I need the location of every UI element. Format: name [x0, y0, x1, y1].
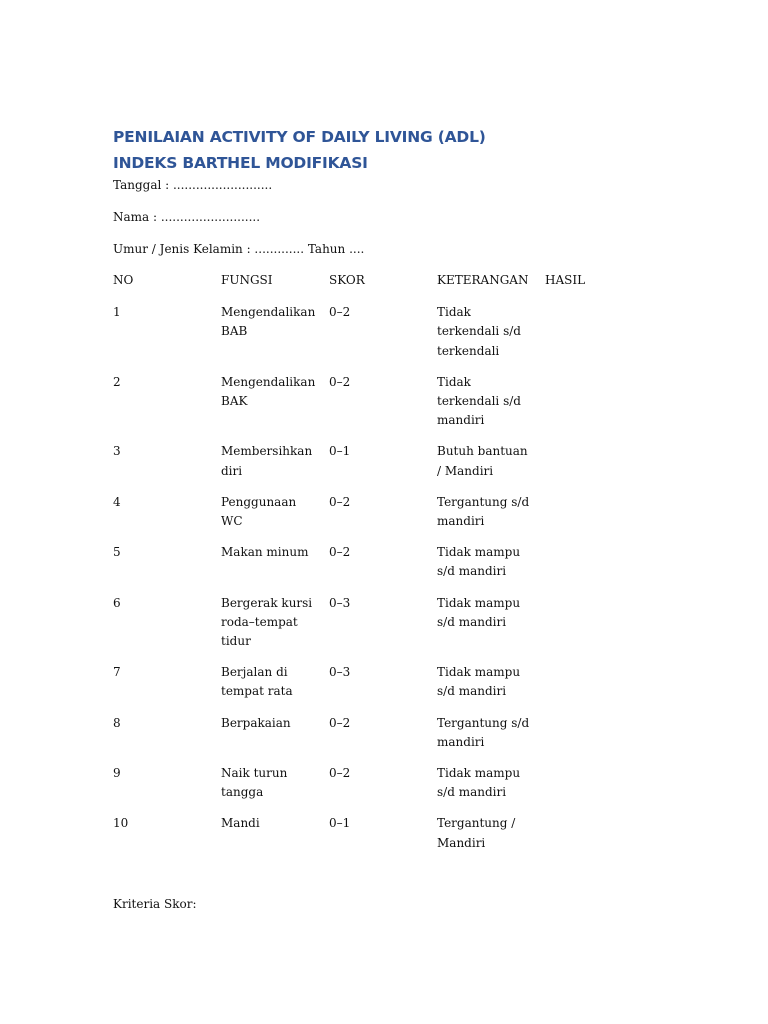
- umur-jenis-kelamin-field: Umur / Jenis Kelamin : ............. Tahun ....: [113, 242, 365, 256]
- cell-fungsi: [221, 663, 329, 713]
- table-row: [113, 442, 625, 492]
- cell-keterangan: [437, 764, 545, 814]
- fungsi-text: Berpakaian: [221, 715, 291, 730]
- cell-hasil: [545, 493, 625, 543]
- cell-hasil: [545, 303, 625, 373]
- document-title-line-2: INDEKS BARTHEL MODIFIKASI: [113, 154, 368, 172]
- cell-skor: 0–2: [329, 374, 351, 389]
- table-header-row: [113, 271, 625, 303]
- cell-hasil: [545, 594, 625, 664]
- cell-keterangan: [437, 663, 545, 713]
- cell-fungsi: [221, 442, 329, 492]
- cell-keterangan: [437, 594, 545, 664]
- cell-no: 6: [113, 595, 121, 610]
- cell-skor: 0–3: [329, 665, 351, 680]
- cell-keterangan: [437, 493, 545, 543]
- cell-keterangan: [437, 543, 545, 593]
- cell-skor: 0–2: [329, 545, 351, 560]
- table-row: [113, 714, 625, 764]
- cell-skor: 0–2: [329, 766, 351, 781]
- cell-fungsi: [221, 373, 329, 443]
- nama-field: Nama : ..........................: [113, 210, 261, 224]
- cell-fungsi: [221, 714, 329, 764]
- cell-hasil: [545, 373, 625, 443]
- cell-no: 9: [113, 766, 121, 781]
- cell-keterangan: [437, 814, 545, 864]
- tanggal-field: Tanggal : ..........................: [113, 178, 273, 192]
- cell-skor: 0–2: [329, 305, 351, 320]
- document-page: [113, 124, 653, 914]
- cell-skor: 0–3: [329, 595, 351, 610]
- header-fungsi: FUNGSI: [221, 273, 273, 287]
- table-row: [113, 543, 625, 593]
- table-row: [113, 594, 625, 664]
- fungsi-text: Mengendalikan BAB: [221, 305, 316, 339]
- keterangan-text: Butuh bantuan / Mandiri: [437, 444, 528, 478]
- cell-fungsi: [221, 543, 329, 593]
- cell-no: 3: [113, 444, 121, 459]
- cell-no: 10: [113, 816, 129, 831]
- kriteria-skor-label: Kriteria Skor:: [113, 896, 197, 911]
- cell-keterangan: [437, 373, 545, 443]
- cell-hasil: [545, 814, 625, 864]
- table-row: [113, 303, 625, 373]
- cell-hasil: [545, 714, 625, 764]
- cell-skor: 0–2: [329, 715, 351, 730]
- cell-fungsi: [221, 594, 329, 664]
- cell-no: 1: [113, 305, 121, 320]
- cell-skor: 0–1: [329, 816, 351, 831]
- table-row: [113, 814, 625, 864]
- keterangan-text: Tergantung s/d mandiri: [437, 494, 530, 529]
- cell-no: 4: [113, 494, 121, 509]
- cell-fungsi: [221, 303, 329, 373]
- table-row: [113, 493, 625, 543]
- fungsi-text: Makan minum: [221, 545, 309, 560]
- cell-hasil: [545, 543, 625, 593]
- cell-keterangan: [437, 714, 545, 764]
- cell-hasil: [545, 442, 625, 492]
- fungsi-text: Membersihkan diri: [221, 444, 313, 478]
- keterangan-text: Tidak mampu s/d mandiri: [437, 766, 521, 800]
- document-title-line-1: PENILAIAN ACTIVITY OF DAILY LIVING (ADL): [113, 128, 486, 146]
- header-keterangan: KETERANGAN: [437, 273, 529, 287]
- table-row: [113, 373, 625, 443]
- fungsi-text: Mandi: [221, 816, 260, 831]
- cell-fungsi: [221, 764, 329, 814]
- cell-no: 5: [113, 545, 121, 560]
- cell-no: 2: [113, 374, 121, 389]
- adl-table-body: [113, 303, 625, 865]
- fungsi-text: Naik turun tangga: [221, 766, 288, 800]
- fungsi-text: Bergerak kursi roda–tempat tidur: [221, 595, 313, 649]
- cell-hasil: [545, 663, 625, 713]
- adl-table: [113, 271, 625, 865]
- keterangan-text: Tergantung s/d mandiri: [437, 715, 530, 749]
- fungsi-text: Mengendalikan BAK: [221, 374, 316, 409]
- table-row: [113, 663, 625, 713]
- header-no: NO: [113, 273, 134, 287]
- cell-fungsi: [221, 814, 329, 864]
- keterangan-text: Tidak mampu s/d mandiri: [437, 545, 521, 579]
- keterangan-text: Tidak terkendali s/d mandiri: [437, 374, 521, 428]
- cell-fungsi: [221, 493, 329, 543]
- keterangan-text: Tidak terkendali s/d terkendali: [437, 305, 521, 358]
- cell-hasil: [545, 764, 625, 814]
- fungsi-text: Berjalan di tempat rata: [221, 665, 293, 699]
- keterangan-text: Tidak mampu s/d mandiri: [437, 665, 521, 699]
- keterangan-text: Tergantung / Mandiri: [437, 816, 516, 850]
- cell-skor: 0–2: [329, 494, 351, 509]
- fungsi-text: Penggunaan WC: [221, 494, 297, 529]
- header-hasil: HASIL: [545, 273, 586, 287]
- keterangan-text: Tidak mampu s/d mandiri: [437, 595, 521, 629]
- table-row: [113, 764, 625, 814]
- cell-keterangan: [437, 442, 545, 492]
- cell-skor: 0–1: [329, 444, 351, 459]
- cell-keterangan: [437, 303, 545, 373]
- cell-no: 8: [113, 715, 121, 730]
- header-skor: SKOR: [329, 273, 365, 287]
- cell-no: 7: [113, 665, 121, 680]
